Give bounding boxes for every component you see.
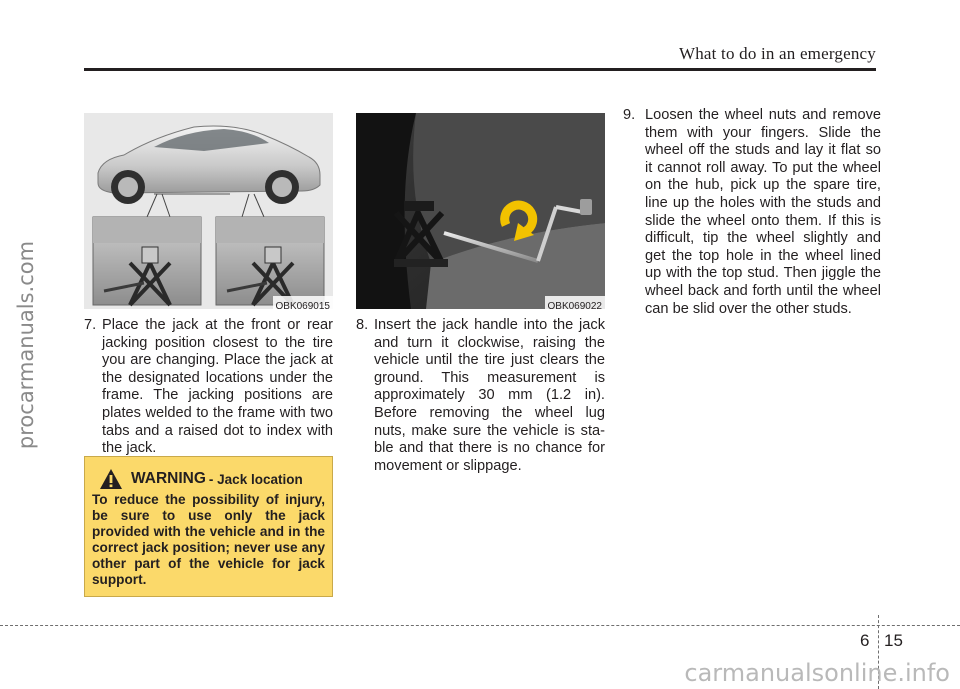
warning-subtitle: - Jack location — [208, 471, 303, 487]
figure-jack-positions — [84, 113, 333, 309]
column-right — [623, 107, 881, 318]
figure-code: OBK069022 — [547, 301, 602, 309]
step-number: 7. — [84, 317, 97, 333]
footer-rule — [0, 625, 960, 626]
column-left — [84, 317, 333, 458]
figure-code-box — [545, 296, 606, 309]
column-middle — [356, 317, 605, 475]
side-watermark — [0, 0, 40, 689]
section-header-title: What to do in an emergency — [678, 44, 876, 63]
header-rule — [84, 68, 876, 71]
jack-handle-illustration — [356, 113, 605, 309]
page-number: 15 — [884, 631, 903, 650]
warning-triangle-icon — [99, 468, 123, 490]
warning-body: To reduce the possibility of injury, be sure to use only the jack provided with the vehicle and in the correct jack position; never use any other part of the vehicle for jack support. — [92, 492, 325, 587]
step-9 — [623, 107, 881, 318]
figure-code: OBK069015 — [275, 301, 330, 309]
footer-watermark: carmanualsonline.info — [684, 659, 950, 687]
step-number: 8. — [356, 317, 369, 333]
warning-header — [99, 468, 303, 490]
step-text: Place the jack at the front or rear jacking position closest to the tire you are changing. Place the jack at the designated locations under the frame. The jacking positions are plates welded to the frame with two tabs and a raised dot to index with the jack. — [102, 317, 333, 457]
step-text: Loosen the wheel nuts and remove them with your fingers. Slide the wheel off the studs and lay it flat so it cannot roll away. To put the wheel on the hub, pick up the spare tire, line up the holes with the studs and slide the wheel onto them. If this is difficult, tip the wheel slightly and get the top hole in the wheel lined up with the top stud. Then jiggle the wheel back and forth until the wheel can be slid over the other studs. — [645, 107, 881, 317]
warning-box — [84, 456, 333, 597]
chapter-number: 6 — [860, 631, 870, 650]
car-jacking-illustration — [84, 113, 333, 309]
side-watermark-text: procarmanuals.com — [14, 240, 38, 450]
step-number: 9. — [623, 107, 636, 123]
figure-code-box — [273, 296, 334, 309]
step-text: Insert the jack handle into the jack and turn it clockwise, raising the vehicle until the tire just clears the ground. This measurement is approximately 30 mm (1.2 in). Before removing the wheel lug nuts, make sure the vehicle is sta-ble and that there is no chance for movement or slippage. — [374, 317, 605, 474]
figure-jack-handle — [356, 113, 605, 309]
step-7 — [84, 317, 333, 458]
step-8 — [356, 317, 605, 475]
warning-title: WARNING — [131, 470, 206, 487]
